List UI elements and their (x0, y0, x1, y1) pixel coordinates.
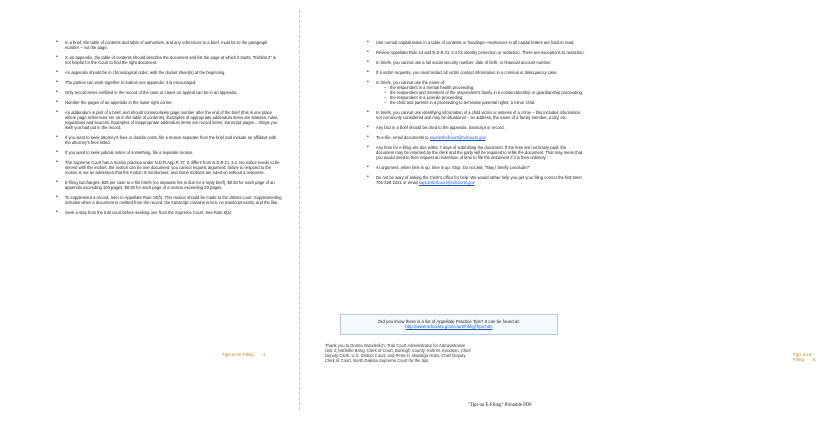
list-item: • In briefs, you cannot use identifying information of a child victim or witness of a crime – this includes information not commonly considered and may be situational – an address, the name of a family member, a city, etc. (367, 110, 585, 120)
email-tip (367, 135, 585, 140)
names-sublist (376, 85, 585, 105)
left-page-footer (222, 352, 265, 357)
left-tips-list (56, 40, 282, 220)
appellate-tips-callout (340, 314, 558, 335)
page-number: 5 (812, 357, 816, 362)
footer-label: Tips on E-Filing (793, 352, 814, 362)
names-tip-intro: In briefs, you cannot use the name of: (376, 79, 446, 85)
list-item: • Any fact in a brief should be cited to the appendix, transcript or record. (367, 125, 585, 130)
list-item: • An addendum is part of a brief, and should consecutively page number after the end of the brief (this is one place where page references are ok in the table of contents). Examples of appropriate addendum items are statutes, rules, regulations and sources. Examples of inappropriate addendum items are record items, transcript pages... things you wish you had put in the record. (56, 110, 282, 130)
list-item: • E-filing surcharges: $25 per case to e-file briefs (no separate fee is due for a reply brief), $0.50 for each page of an appendix exceeding 100 pages; $0.50 for each page of a motion exceeding 20 pages. (56, 180, 282, 190)
footer-label: Tips on E-Filing (222, 352, 254, 357)
acknowledgements: Thank you to Donna Wunderlich, Trial Court Administrator for Administrative Unit 3; Michelle Bring, Clerk of Court, Burleigh County; Kelli M. Knudson, Chief Deputy Clerk, U.S. District Court; and Petra H. Mandigo Hulm, Chief Deputy Clerk of Court, North Dakota Supreme Court for the tips. (325, 343, 471, 364)
list-item: • Review Appellate Rule 14 and N.D.R.Ct. 3.4 for identity protection or redaction. There are exceptions to redaction. (367, 50, 585, 55)
list-item: • If you want to seek attorney's fees or double costs, file a motion separate from the brief and include an affidavit with the attorney's fees listed. (56, 135, 282, 145)
list-item: • Seek a stay from the trial court before seeking one from the Supreme Court. See Rule 8(a). (56, 210, 282, 215)
list-item: • If you want to seek judicial notice of something, file a separate motion. (56, 150, 282, 155)
sublist-item: – the respondent and members of the respondent's family in a conservatorship or guardianship proceeding; (384, 90, 585, 95)
right-tips-list (367, 40, 585, 190)
list-item: • In a brief, the table of contents and table of authorities, and any references to a brief, must be to the paragraph number – not the page. (56, 40, 282, 50)
names-tip (367, 80, 585, 105)
list-item: • Any fees for e-filing are due within 7 days of submitting the document. If the fees are not timely paid, the document may be returned by the clerk and the party will be required to refile the document. That may mean that you would need to then request an extension of time to file the document if it is then untimely. (367, 145, 585, 160)
sublist-item: – the respondent in a juvenile proceeding; (384, 95, 585, 100)
list-item: • If a victim requests, you must redact all victim contact information in a criminal or delinquency case. (367, 70, 585, 75)
list-item: • At argument, when time is up, time is up. Stop. Do not ask, "May I briefly conclude?" (367, 165, 585, 170)
right-page-footer (793, 352, 816, 362)
help-tip-text: Do not be wary of asking the Clerk's office for help. We would rather help you get your filing correct the first time! 701-328-2221 or email (376, 174, 582, 185)
help-email-link[interactable]: supclerkofcourt@ndcourts.gov (418, 179, 475, 185)
sublist-item: – the respondent in a mental health proceeding; (384, 85, 585, 90)
appellate-tips-link[interactable]: http://www.ndcourts.gov/court/Filing/Tips.htm (405, 324, 493, 330)
email-tip-suffix: . (485, 134, 487, 140)
list-item: • The Supreme Court has a motion practice under N.D.R.App.P. 27. It differs from N.D.R.Ct. 3.2. No notice needs to be served with the motion; the motion can be one document; you cannot request argument; failure to respond to the motion is not an admission that the motion is meritorious; and some motions are ruled on without a response. (56, 160, 282, 175)
list-item: • Number the pages of an appendix in the lower right corner. (56, 100, 282, 105)
sublist-item: – the child and parents in a proceeding to terminate parental rights; a minor child. (384, 100, 585, 105)
list-item: • In briefs, you cannot use a full social security number, date of birth, or financial account number. (367, 60, 585, 65)
list-item: • Use normal capitalization in a table of contents or headings—sentences in all capital letters are hard to read. (367, 40, 585, 45)
callout-text: Did you know there is a list of Appellate Practice Tips? It can be found at: (378, 319, 520, 324)
list-item: • The parties can work together to submit one appendix; it is encouraged. (56, 80, 282, 85)
list-item: • In an appendix, the table of contents should describe the document and list the page at which it starts. "Exhibit 2" is not helpful for the Court to find the right document. (56, 55, 282, 65)
list-item: • Only record items certified in the record of the case or cases on appeal can be in an appendix. (56, 90, 282, 95)
left-page (0, 0, 299, 416)
list-item: • To supplement a record, refer to Appellate Rule 10(h). This motion should be made to the district court. Supplementing includes when a document is omitted from the record, the transcript contains errors, no transcript exists, and the like. (56, 195, 282, 205)
page-number: 4 (262, 352, 266, 357)
email-tip-prefix: To e-file, email documents to (376, 134, 429, 140)
pdf-caption: "Tips on E-Filing" Printable PDF (468, 403, 532, 408)
list-item: • An appendix should be in chronological order, with the docket sheet(s) at the beginning. (56, 70, 282, 75)
help-tip (367, 175, 585, 185)
efile-email-link[interactable]: supclerkofcourt@ndcourts.gov (429, 134, 486, 140)
